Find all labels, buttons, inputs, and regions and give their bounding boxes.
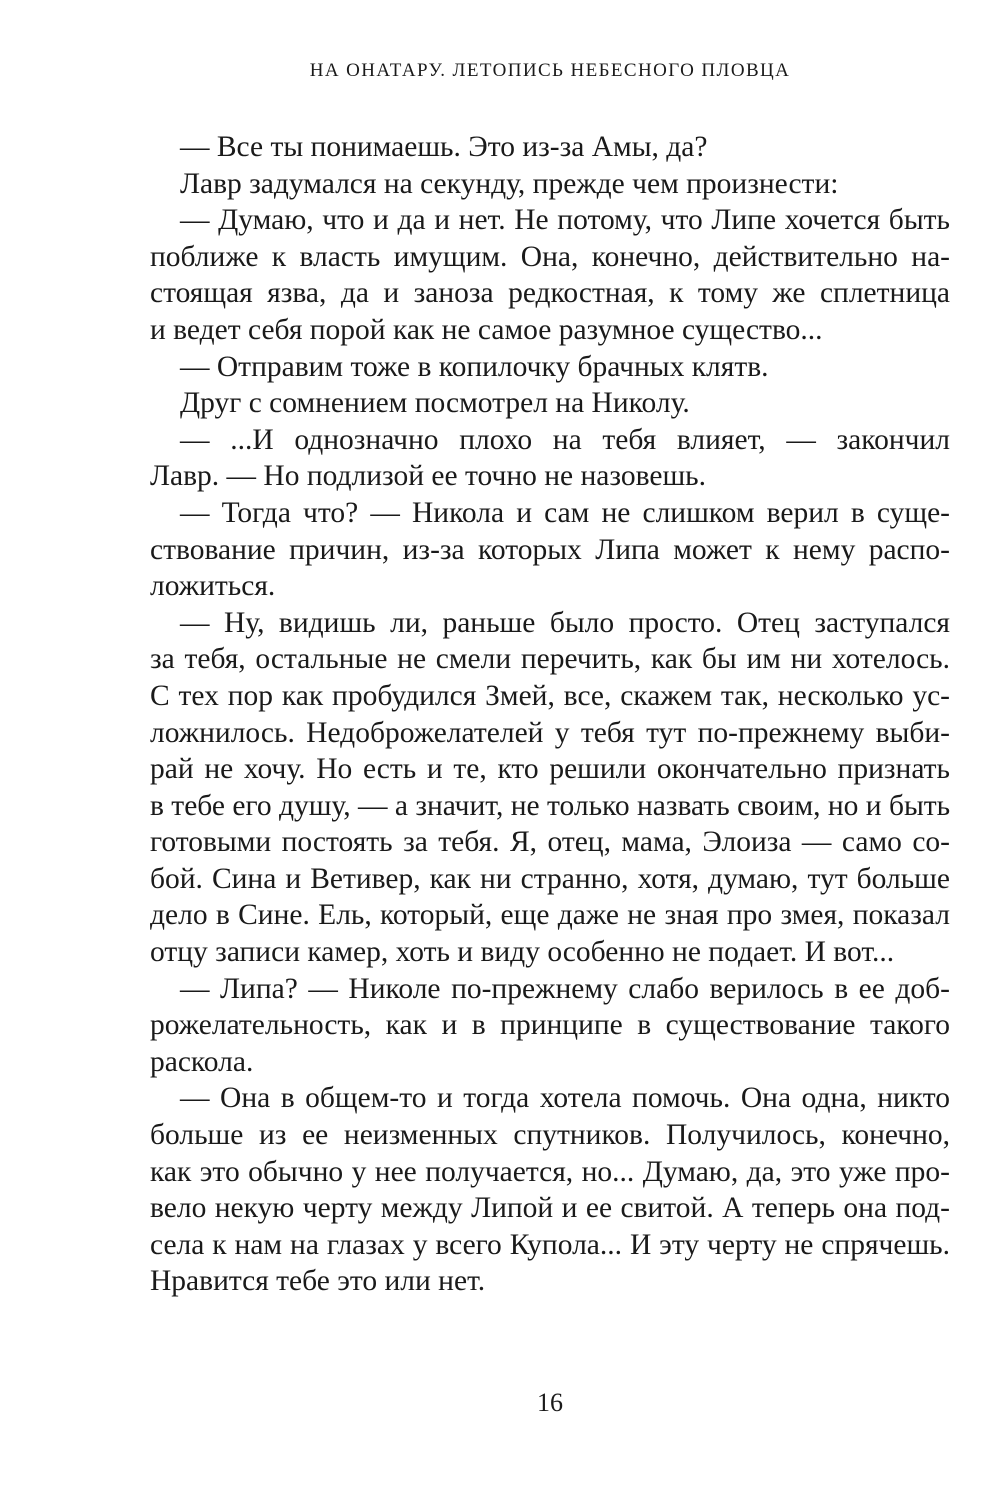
text-line: — Ну, видишь ли, раньше было просто. Отец заступался — [180, 606, 950, 639]
text-line: Друг с сомнением посмотрел на Николу. — [180, 387, 690, 420]
text-line: вело некую черту между Липой и ее свитой. А теперь она под- — [150, 1192, 950, 1225]
text-line: Лавр задумался на секунду, прежде чем произнести: — [180, 167, 839, 200]
text-line: стоящая язва, да и заноза редкостная, к тому же сплетница — [150, 277, 950, 310]
text-line: как это обычно у нее получается, но... Думаю, да, это уже про- — [150, 1155, 950, 1188]
text-line: ложиться. — [150, 570, 276, 603]
text-line: рай не хочу. Но есть и те, кто решили окончательно признать — [150, 753, 950, 786]
page-number: 16 — [537, 1388, 563, 1417]
text-line: готовыми постоять за тебя. Я, отец, мама, Элоиза — само со- — [150, 826, 950, 859]
text-line: поближе к власть имущим. Она, конечно, действительно на- — [150, 240, 950, 273]
text-line: и ведет себя порой как не самое разумное существо... — [150, 313, 823, 346]
text-line: села к нам на глазах у всего Купола... И эту черту не спрячешь. — [150, 1228, 950, 1261]
text-line: ложнилось. Недоброжелателей у тебя тут по-прежнему выби- — [150, 716, 950, 749]
text-line: в тебе его душу, — а значит, не только назвать своим, но и быть — [150, 789, 951, 822]
running-head: НА ОНАТАРУ. ЛЕТОПИСЬ НЕБЕСНОГО ПЛОВЦА — [309, 60, 791, 81]
text-line: ствование причин, из-за которых Липа может к нему распо- — [150, 533, 950, 566]
text-line: — Отправим тоже в копилочку брачных клятв. — [180, 350, 769, 383]
text-line: — Тогда что? — Никола и сам не слишком верил в суще- — [180, 496, 950, 529]
text-line: рожелательность, как и в принципе в существование такого — [150, 1009, 950, 1042]
text-line: С тех пор как пробудился Змей, все, скажем так, несколько ус- — [150, 679, 950, 712]
text-line: больше из ее неизменных спутников. Получилось, конечно, — [150, 1119, 950, 1152]
text-line: отцу записи камер, хоть и виду особенно не подает. И вот... — [150, 936, 895, 969]
text-line: — Она в общем-то и тогда хотела помочь. Она одна, никто — [180, 1082, 950, 1115]
text-line: — Липа? — Николе по-прежнему слабо верилось в ее доб- — [180, 972, 950, 1005]
text-line: — Думаю, что и да и нет. Не потому, что Липе хочется быть — [180, 204, 950, 237]
text-line: — Все ты понимаешь. Это из-за Амы, да? — [180, 131, 708, 163]
text-line: Лавр. — Но подлизой ее точно не назовешь. — [150, 460, 706, 493]
text-line: бой. Сина и Ветивер, как ни странно, хотя, думаю, тут больше — [150, 862, 950, 895]
text-line: дело в Сине. Ель, который, еще даже не зная про змея, показал — [150, 899, 950, 932]
text-line: за тебя, остальные не смели перечить, как бы им ни хотелось. — [150, 643, 950, 676]
text-line: раскола. — [150, 1045, 254, 1078]
body-text — [150, 129, 950, 1300]
text-line: — ...И однозначно плохо на тебя влияет, — закончил — [180, 423, 950, 456]
text-line: Нравится тебе это или нет. — [150, 1265, 486, 1298]
